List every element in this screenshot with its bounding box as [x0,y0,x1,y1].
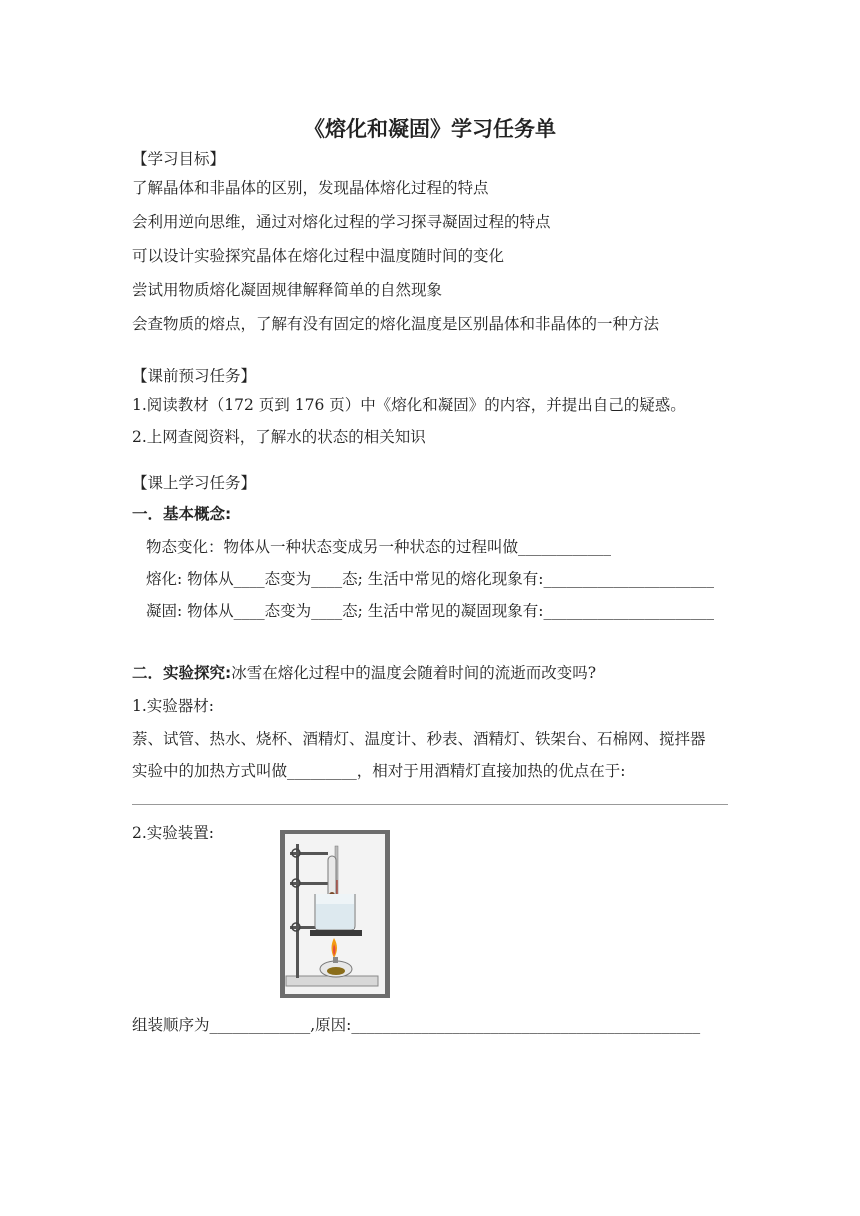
class-tasks-heading: 【课上学习任务】 [132,474,257,492]
concept-line: 熔化: 物体从____态变为____态; 生活中常见的熔化现象有:______________________ [146,570,715,588]
concept-line: 凝固: 物体从____态变为____态; 生活中常见的凝固现象有:______________________ [146,602,715,620]
experiment-heading: 二．实验探究: [132,664,232,682]
basic-concepts-heading: 一．基本概念: [132,505,232,523]
heating-method-line: 实验中的加热方式叫做_________，相对于用酒精灯直接加热的优点在于: [132,762,626,780]
goal-item: 会查物质的熔点，了解有没有固定的熔化温度是区别晶体和非晶体的一种方法 [132,315,660,333]
goal-item: 尝试用物质熔化凝固规律解释简单的自然现象 [132,281,443,299]
preview-heading: 【课前预习任务】 [132,367,257,385]
preview-item: 1.阅读教材（172 页到 176 页）中《熔化和凝固》的内容，并提出自己的疑惑。 [132,396,686,414]
concept-line: 物态变化：物体从一种状态变成另一种状态的过程叫做____________ [146,538,612,556]
page-title: 《熔化和凝固》学习任务单 [304,117,556,141]
experiment-line [132,663,596,683]
experiment-question: 冰雪在熔化过程中的温度会随着时间的流逝而改变吗? [231,664,597,682]
goal-item: 会利用逆向思维，通过对熔化过程的学习探寻凝固过程的特点 [132,213,551,231]
setup-label: 2.实验装置: [132,824,215,842]
answer-line [132,804,728,805]
goal-item: 了解晶体和非晶体的区别，发现晶体熔化过程的特点 [132,179,489,197]
materials-label: 1.实验器材: [132,697,215,715]
goal-item: 可以设计实验探究晶体在熔化过程中温度随时间的变化 [132,247,505,265]
apparatus-image [280,830,390,998]
preview-item: 2.上网查阅资料，了解水的状态的相关知识 [132,428,426,446]
materials-list: 萘、试管、热水、烧杯、酒精灯、温度计、秒表、酒精灯、铁架台、石棉网、搅拌器 [132,730,706,748]
assembly-order-line: 组装顺序为_____________,原因:_____________________________________________ [132,1016,701,1034]
goals-heading: 【学习目标】 [132,150,226,168]
